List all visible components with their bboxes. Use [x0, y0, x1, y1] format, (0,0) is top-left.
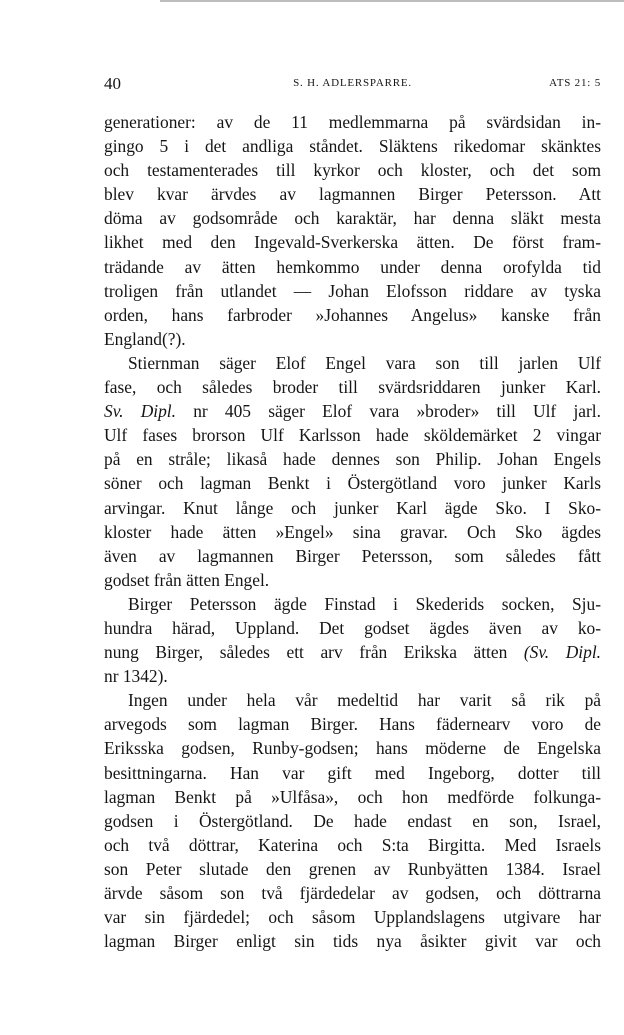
text-line	[104, 833, 601, 857]
text-line	[104, 447, 601, 471]
line-text: lagman Benkt på »Ulfåsa», och hon medförde folkunga-	[104, 786, 601, 807]
line-text: generationer: av de 11 medlemmarna på svärdsidan in-	[104, 112, 601, 132]
text-line	[104, 255, 601, 279]
text-line	[104, 712, 601, 736]
italic-citation: Sv. Dipl.	[104, 401, 176, 422]
text-line	[104, 110, 601, 134]
text-line	[104, 592, 601, 616]
line-text: nung Birger, således ett arv från Erikska ätten	[104, 642, 524, 663]
text-line	[104, 496, 601, 520]
text-line	[104, 688, 601, 712]
page-number: 40	[104, 74, 121, 93]
text-line	[104, 616, 601, 640]
italic-citation: (Sv. Dipl.	[523, 642, 601, 663]
line-text: besittningarna. Han var gift med Ingeborg, dotter till	[104, 762, 601, 783]
line-text: nr 405 säger Elof vara »broder» till Ulf jarl.	[175, 401, 601, 422]
line-text: Eriksska godsen, Runby-godsen; hans möderne de Engelska	[104, 738, 601, 759]
printer-signature: ATS 21: 5	[549, 77, 601, 89]
text-line	[104, 423, 601, 447]
text-line	[104, 664, 601, 688]
line-text: söner och lagman Benkt i Östergötland voro junker Karls	[104, 473, 601, 494]
text-line	[104, 736, 601, 760]
line-text: Birger Petersson ägde Finstad i Skederids socken, Sju-	[128, 593, 601, 614]
body-text	[104, 110, 601, 953]
text-line	[104, 279, 601, 303]
top-edge-rule	[160, 0, 624, 2]
text-line	[104, 134, 601, 158]
line-text: England(?).	[104, 328, 186, 349]
text-line	[104, 761, 601, 785]
text-line	[104, 351, 601, 375]
line-text: på en stråle; likaså hade dennes son Philip. Johan Engels	[104, 449, 601, 470]
text-line	[104, 568, 601, 592]
text-line	[104, 375, 601, 399]
line-text: orden, hans farbroder »Johannes Angelus» kanske från	[104, 304, 601, 325]
line-text: Ulf fases brorson Ulf Karlsson hade sköldemärket 2 vingar	[104, 425, 601, 446]
line-text: arvingar. Knut långe och junker Karl ägde Sko. I Sko-	[104, 497, 601, 518]
text-line	[104, 544, 601, 568]
line-text: ärvde såsom son två fjärdedelar av godsen, och döttrarna	[104, 883, 601, 903]
line-text: son Peter slutade den grenen av Runbyätten 1384. Israel	[104, 858, 601, 879]
line-text: godset från ätten Engel.	[104, 569, 270, 590]
line-text: gingo 5 i det andliga ståndet. Släktens rikedomar skänktes	[104, 136, 601, 157]
text-line	[104, 230, 601, 254]
text-line	[104, 640, 601, 664]
line-text: och testamenterades till kyrkor och kloster, och det som	[104, 160, 601, 181]
text-line	[104, 206, 601, 230]
line-text: blev kvar ärvdes av lagmannen Birger Petersson. Att	[104, 184, 601, 205]
text-line	[104, 399, 601, 423]
text-line	[104, 520, 601, 544]
line-text: även av lagmannen Birger Petersson, som således fått	[104, 545, 601, 566]
line-text: likhet med den Ingevald-Sverkerska ätten. De först fram-	[104, 232, 601, 253]
line-text: godsen i Östergötland. De hade endast en son, Israel,	[104, 810, 601, 831]
line-text: var sin fjärdedel; och såsom Upplandslagens utgivare har	[104, 907, 601, 928]
line-text: arvegods som lagman Birger. Hans fädernearv voro de	[104, 714, 601, 735]
line-text: troligen från utlandet — Johan Elofsson riddare av tyska	[104, 280, 601, 301]
line-text: och två döttrar, Katerina och S:ta Birgitta. Med Israels	[104, 834, 601, 855]
text-line	[104, 785, 601, 809]
line-text: nr 1342).	[104, 666, 168, 687]
page-header	[104, 74, 601, 96]
line-text: Ingen under hela vår medeltid har varit så rik på	[128, 690, 601, 711]
text-line	[104, 905, 601, 929]
text-line	[104, 182, 601, 206]
text-line	[104, 857, 601, 881]
line-text: kloster hade ätten »Engel» sina gravar. Och Sko ägdes	[104, 521, 601, 542]
text-line	[104, 929, 601, 953]
line-text: lagman Birger enligt sin tids nya åsikter givit var och	[104, 931, 601, 952]
line-text: hundra härad, Uppland. Det godset ägdes även av ko-	[104, 617, 601, 638]
line-text: döma av godsområde och karaktär, har denna släkt mesta	[104, 208, 601, 229]
text-line	[104, 471, 601, 495]
text-line	[104, 881, 601, 905]
running-head: S. H. ADLERSPARRE.	[293, 77, 412, 89]
line-text: fase, och således broder till svärdsriddaren junker Karl.	[104, 377, 601, 398]
text-line	[104, 303, 601, 327]
text-line	[104, 327, 601, 351]
text-line	[104, 158, 601, 182]
line-text: Stiernman säger Elof Engel vara son till jarlen Ulf	[128, 352, 601, 373]
text-line	[104, 809, 601, 833]
line-text: trädande av ätten hemkommo under denna orofylda tid	[104, 256, 601, 277]
